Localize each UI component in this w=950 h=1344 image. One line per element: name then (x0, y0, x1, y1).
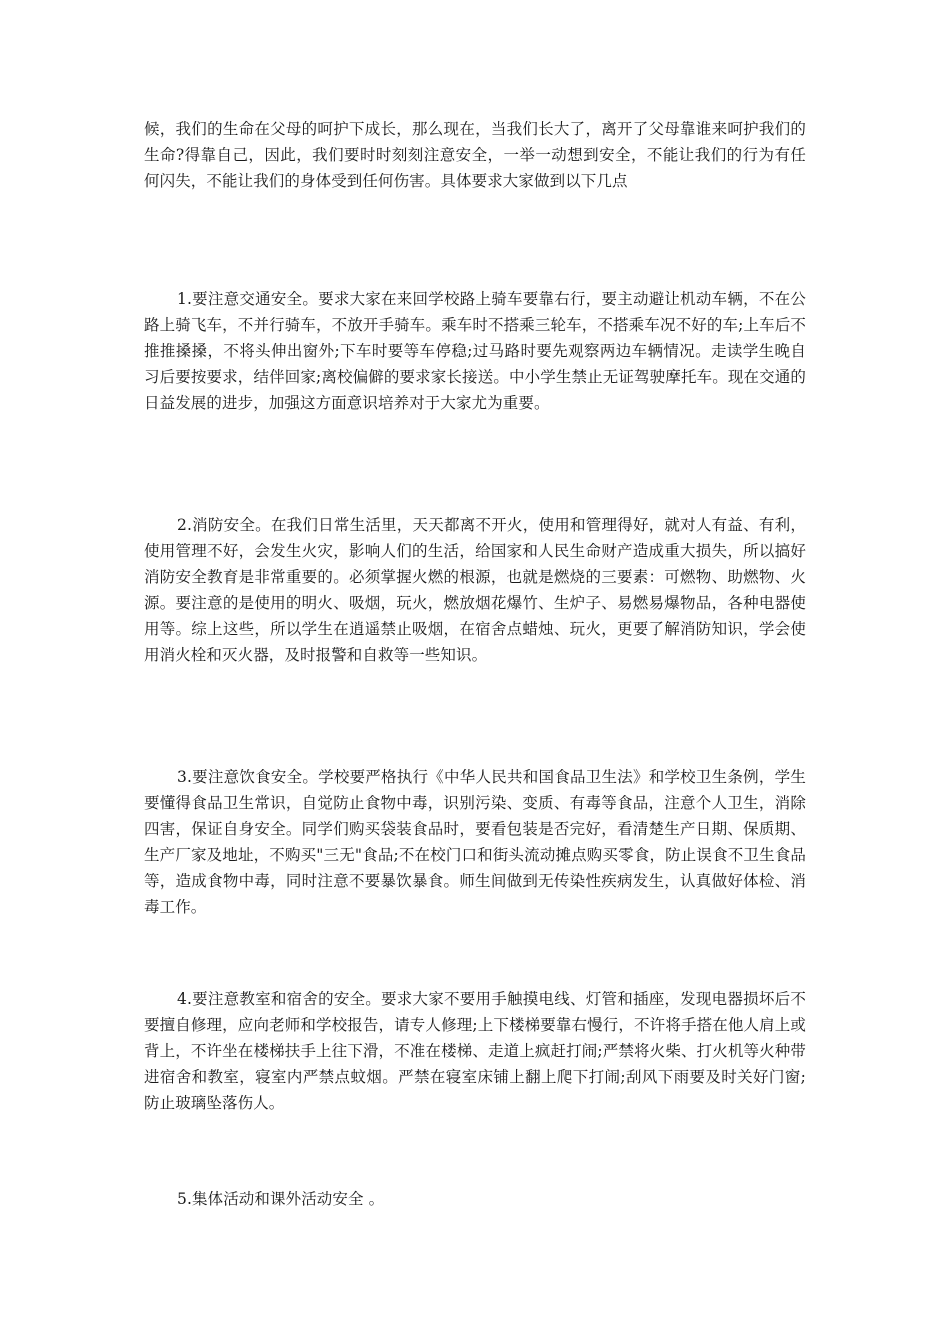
traffic-safety-paragraph: 1.要注意交通安全。要求大家在来回学校路上骑车要靠右行，要主动避让机动车辆，不在公路上骑飞车，不并行骑车，不放开手骑车。乘车时不搭乘三轮车，不搭乘车况不好的车;上车后不推推搡搡，不将头伸出窗外;下车时要等车停稳;过马路时要先观察两边车辆情况。走读学生晚自习后要按要求，结伴回家;离校偏僻的要求家长接送。中小学生禁止无证驾驶摩托车。现在交通的日益发展的进步，加强这方面意识培养对于大家尤为重要。 (144, 290, 806, 412)
fire-safety-paragraph: 2.消防安全。在我们日常生活里，天天都离不开火，使用和管理得好，就对人有益、有利，使用管理不好，会发生火灾，影响人们的生活，给国家和人民生命财产造成重大损失，所以搞好消防安全教育是非常重要的。必须掌握火燃的根源，也就是燃烧的三要素：可燃物、助燃物、火源。要注意的是使用的明火、吸烟，玩火，燃放烟花爆竹、生炉子、易燃易爆物品，各种电器使用等。综上这些，所以学生在逍遥禁止吸烟，在宿舍点蜡烛、玩火，更要了解消防知识，学会使用消火栓和灭火器，及时报警和自救等一些知识。 (144, 516, 806, 664)
classroom-dorm-safety-paragraph: 4.要注意教室和宿舍的安全。要求大家不要用手触摸电线、灯管和插座，发现电器损坏后不要擅自修理，应向老师和学校报告，请专人修理;上下楼梯要靠右慢行，不许将手搭在他人肩上或背上，不许坐在楼梯扶手上往下滑，不准在楼梯、走道上疯赶打闹;严禁将火柴、打火机等火种带进宿舍和教室，寝室内严禁点蚊烟。严禁在寝室床铺上翻上爬下打闹;刮风下雨要及时关好门窗;防止玻璃坠落伤人。 (144, 990, 806, 1112)
group-activity-safety-paragraph: 5.集体活动和课外活动安全 。 (177, 1190, 385, 1208)
intro-paragraph: 候，我们的生命在父母的呵护下成长，那么现在，当我们长大了，离开了父母靠谁来呵护我们的生命?得靠自己，因此，我们要时时刻刻注意安全，一举一动想到安全，不能让我们的行为有任何闪失，不能让我们的身体受到任何伤害。具体要求大家做到以下几点 (144, 120, 806, 190)
food-safety-paragraph: 3.要注意饮食安全。学校要严格执行《中华人民共和国食品卫生法》和学校卫生条例，学生要懂得食品卫生常识，自觉防止食物中毒，识别污染、变质、有毒等食品，注意个人卫生，消除四害，保证自身安全。同学们购买袋装食品时，要看包装是否完好，看清楚生产日期、保质期、生产厂家及地址，不购买"三无"食品;不在校门口和街头流动摊点购买零食，防止误食不卫生食品等，造成食物中毒，同时注意不要暴饮暴食。师生间做到无传染性疾病发生，认真做好体检、消毒工作。 (144, 768, 806, 916)
